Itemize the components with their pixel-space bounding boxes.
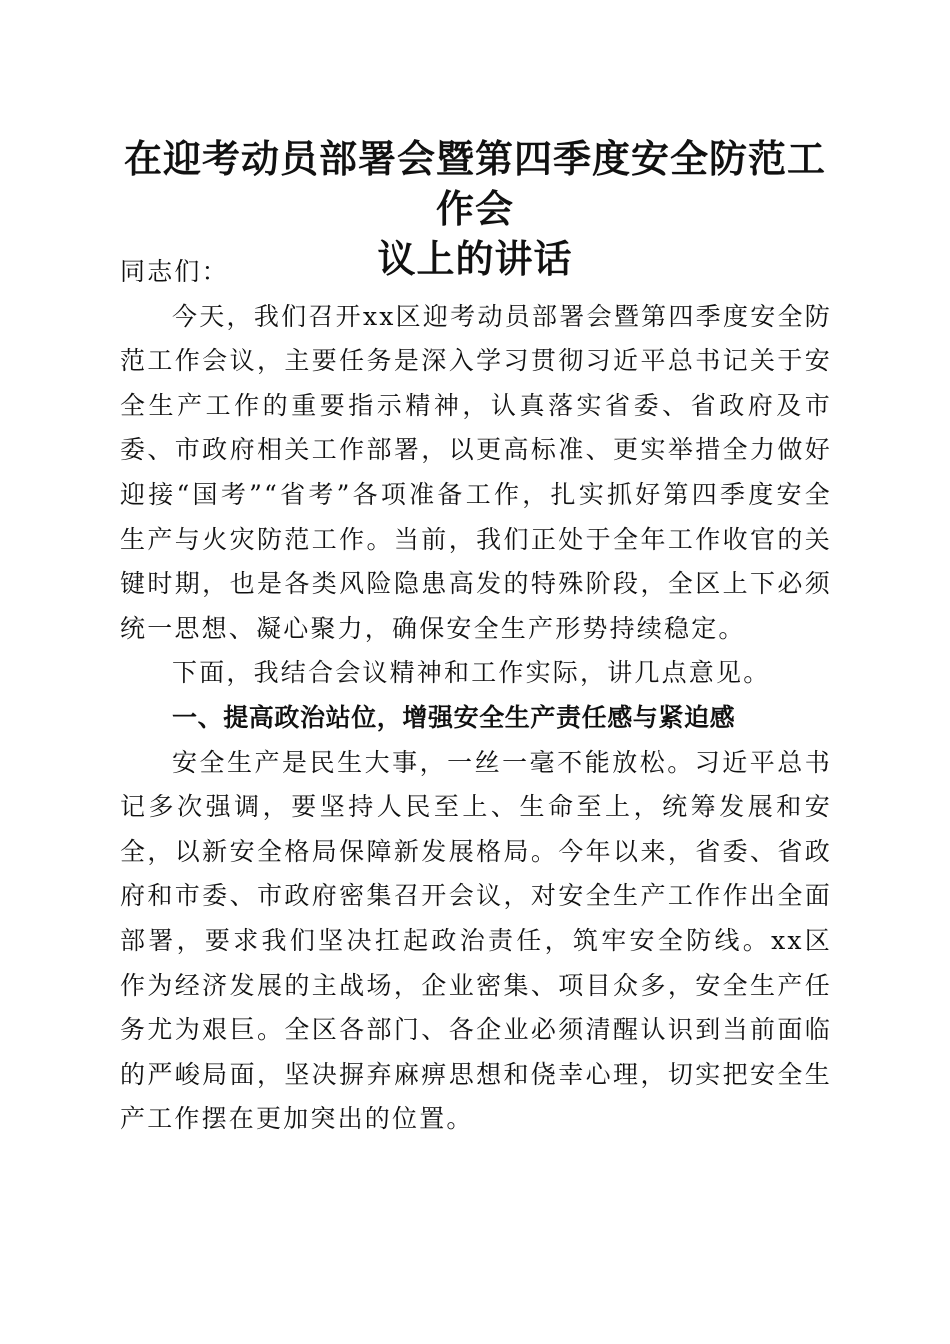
section-1-heading: 一、提高政治站位，增强安全生产责任感与紧迫感 — [172, 702, 736, 732]
title-line-2: 议上的讲话 — [377, 236, 573, 281]
section-1-body: 安全生产是民生大事，一丝一毫不能放松。习近平总书记多次强调，要坚持人民至上、生命至上，统筹发展和安全，以新安全格局保障新发展格局。今年以来，省委、省政府和市委、市政府密集召开会议，对安全生产工作作出全面部署，要求我们坚决扛起政治责任，筑牢安全防线。xx区作为经济发展的主战场，企业密集、项目众多，安全生产任务尤为艰巨。全区各部门、各企业必须清醒认识到当前面临的严峻局面，坚决摒弃麻痹思想和侥幸心理，切实把安全生产工作摆在更加突出的位置。 — [120, 747, 832, 1134]
salutation: 同志们： — [120, 257, 229, 286]
intro-paragraph: 今天，我们召开xx区迎考动员部署会暨第四季度安全防范工作会议，主要任务是深入学习贯彻习近平总书记关于安全生产工作的重要指示精神，认真落实省委、省政府及市委、市政府相关工作部署，以更高标准、更实举措全力做好迎接“国考”“省考”各项准备工作，扎实抓好第四季度安全生产与火灾防范工作。当前，我们正处于全年工作收官的关键时期，也是各类风险隐患高发的特殊阶段，全区上下必须统一思想、凝心聚力，确保安全生产形势持续稳定。 — [120, 301, 832, 643]
title-line-1: 在迎考动员部署会暨第四季度安全防范工作会 — [123, 136, 826, 231]
document-body — [120, 250, 832, 1142]
transition-paragraph: 下面，我结合会议精神和工作实际，讲几点意见。 — [172, 658, 771, 688]
